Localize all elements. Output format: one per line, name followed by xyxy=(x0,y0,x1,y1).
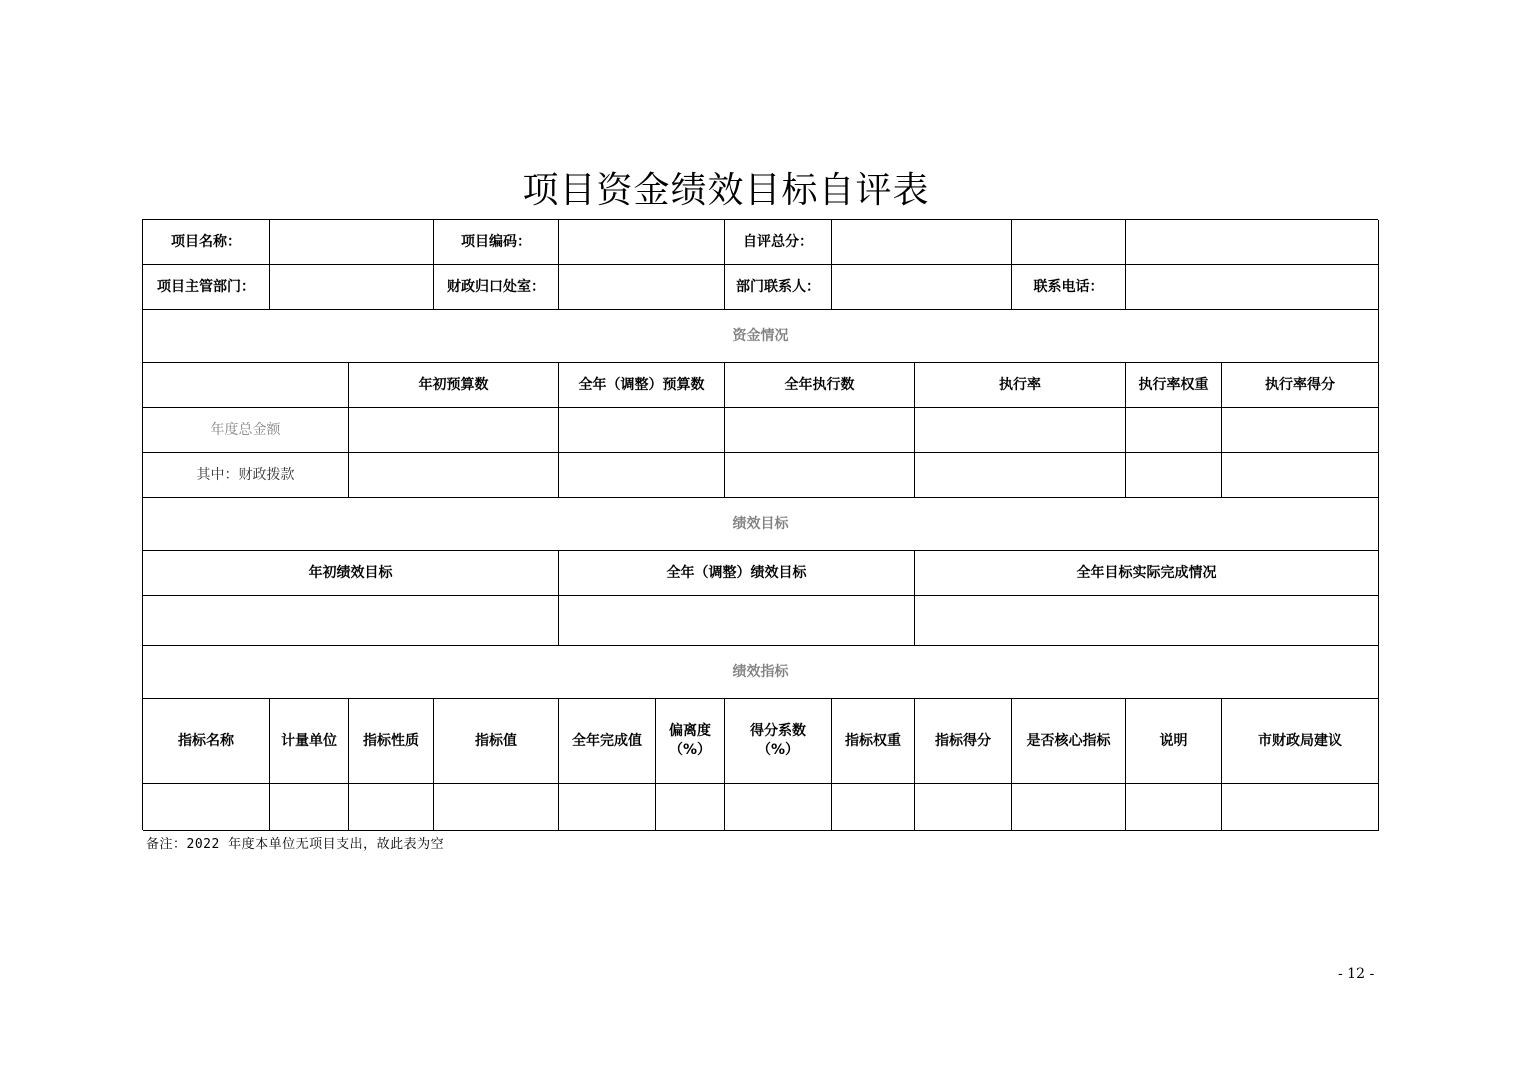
self-score-value[interactable] xyxy=(832,220,1012,265)
goals-cell[interactable] xyxy=(915,596,1379,646)
indicator-header: 市财政局建议 xyxy=(1222,699,1379,784)
funds-cell[interactable] xyxy=(725,408,915,453)
funds-header: 全年执行数 xyxy=(725,363,915,408)
goals-cell[interactable] xyxy=(143,596,559,646)
goals-section-title: 绩效目标 xyxy=(143,498,1379,551)
footnote: 备注：2022 年度本单位无项目支出，故此表为空 xyxy=(146,837,445,852)
contact-label: 部门联系人： xyxy=(725,265,832,310)
indicators-section-title: 绩效指标 xyxy=(143,646,1379,699)
goals-header: 全年目标实际完成情况 xyxy=(915,551,1379,596)
indicator-header: 指标值 xyxy=(434,699,559,784)
goals-cell[interactable] xyxy=(559,596,915,646)
dept-label: 项目主管部门： xyxy=(143,265,270,310)
funds-cell[interactable] xyxy=(915,408,1126,453)
project-name-label: 项目名称： xyxy=(143,220,270,265)
phone-label: 联系电话： xyxy=(1012,265,1126,310)
funds-cell[interactable] xyxy=(349,408,559,453)
indicator-cell[interactable] xyxy=(1012,784,1126,831)
indicator-cell[interactable] xyxy=(143,784,270,831)
indicator-header: 指标名称 xyxy=(143,699,270,784)
indicator-cell[interactable] xyxy=(1222,784,1379,831)
indicator-header: 说明 xyxy=(1126,699,1222,784)
self-score-label: 自评总分： xyxy=(725,220,832,265)
project-code-label: 项目编码： xyxy=(434,220,559,265)
indicator-cell[interactable] xyxy=(915,784,1012,831)
indicator-cell[interactable] xyxy=(270,784,349,831)
info-blank-cell xyxy=(1012,220,1126,265)
funds-section-title: 资金情况 xyxy=(143,310,1379,363)
indicator-cell[interactable] xyxy=(656,784,725,831)
funds-cell[interactable] xyxy=(559,408,725,453)
goals-header: 全年（调整）绩效目标 xyxy=(559,551,915,596)
phone-value[interactable] xyxy=(1126,265,1379,310)
contact-value[interactable] xyxy=(832,265,1012,310)
goals-header: 年初绩效目标 xyxy=(143,551,559,596)
finance-office-label: 财政归口处室： xyxy=(434,265,559,310)
self-evaluation-table xyxy=(142,219,1378,830)
indicator-header: 指标性质 xyxy=(349,699,434,784)
funds-cell[interactable] xyxy=(349,453,559,498)
indicator-header: 计量单位 xyxy=(270,699,349,784)
funds-cell[interactable] xyxy=(559,453,725,498)
finance-office-value[interactable] xyxy=(559,265,725,310)
indicator-cell[interactable] xyxy=(832,784,915,831)
page-number: - 12 - xyxy=(1338,966,1375,982)
funds-row-label: 其中：财政拨款 xyxy=(143,453,349,498)
funds-header-blank xyxy=(143,363,349,408)
funds-cell[interactable] xyxy=(1222,453,1379,498)
indicator-header: 指标权重 xyxy=(832,699,915,784)
indicator-header: 得分系数（%） xyxy=(725,699,832,784)
dept-value[interactable] xyxy=(270,265,434,310)
funds-header: 执行率得分 xyxy=(1222,363,1379,408)
indicator-header: 全年完成值 xyxy=(559,699,656,784)
indicator-header: 指标得分 xyxy=(915,699,1012,784)
funds-cell[interactable] xyxy=(1126,408,1222,453)
page-title: 项目资金绩效目标自评表 xyxy=(522,170,930,211)
funds-header: 全年（调整）预算数 xyxy=(559,363,725,408)
indicator-cell[interactable] xyxy=(434,784,559,831)
funds-header: 执行率 xyxy=(915,363,1126,408)
funds-cell[interactable] xyxy=(915,453,1126,498)
indicator-cell[interactable] xyxy=(1126,784,1222,831)
project-name-value[interactable] xyxy=(270,220,434,265)
project-code-value[interactable] xyxy=(559,220,725,265)
indicator-cell[interactable] xyxy=(349,784,434,831)
funds-row-label: 年度总金额 xyxy=(143,408,349,453)
funds-cell[interactable] xyxy=(1126,453,1222,498)
info-blank-cell xyxy=(1126,220,1379,265)
funds-header: 年初预算数 xyxy=(349,363,559,408)
indicator-header: 偏离度（%） xyxy=(656,699,725,784)
indicator-cell[interactable] xyxy=(725,784,832,831)
indicator-header: 是否核心指标 xyxy=(1012,699,1126,784)
funds-header: 执行率权重 xyxy=(1126,363,1222,408)
funds-cell[interactable] xyxy=(725,453,915,498)
funds-cell[interactable] xyxy=(1222,408,1379,453)
indicator-cell[interactable] xyxy=(559,784,656,831)
